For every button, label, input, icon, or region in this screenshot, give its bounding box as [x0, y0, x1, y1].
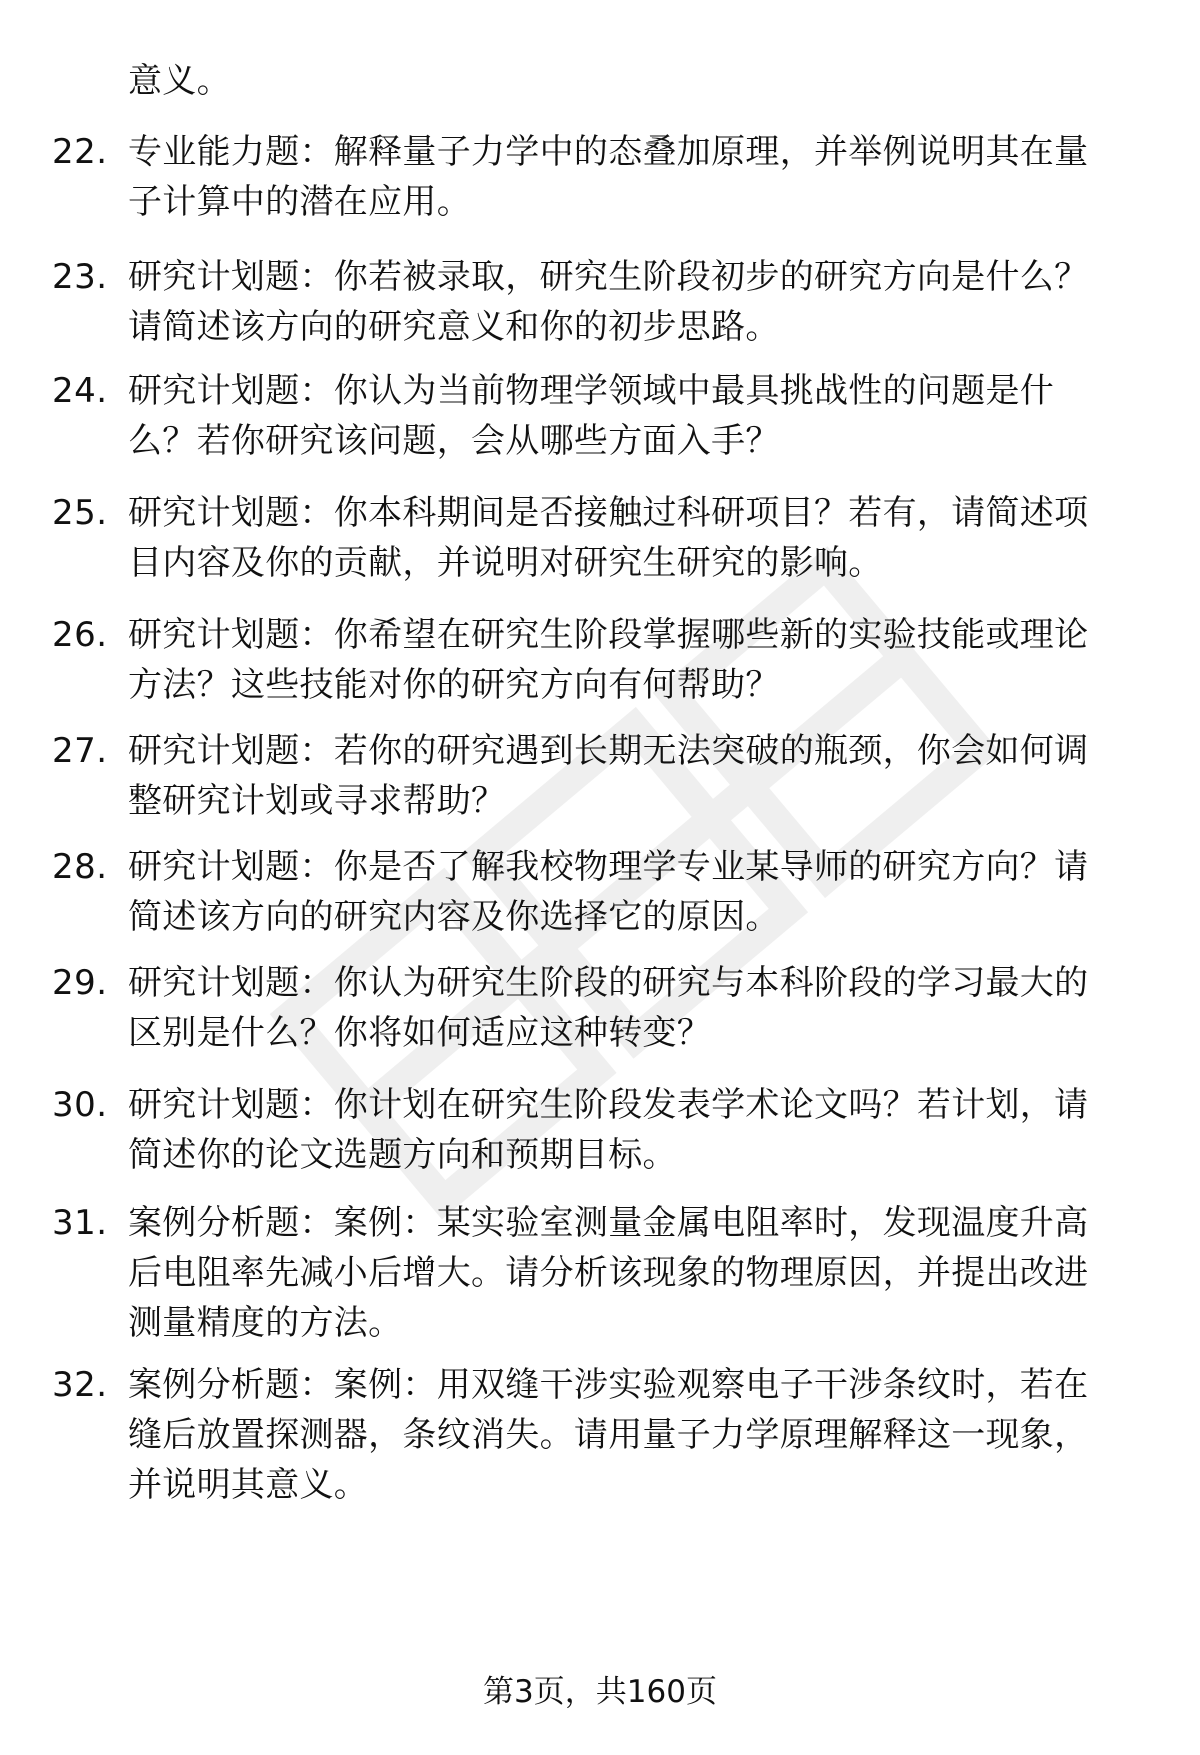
question-text-line: 区别是什么？你将如何适应这种转变？ [128, 1013, 712, 1053]
question-number: 22. [52, 132, 108, 172]
question-text-line: 目内容及你的贡献，并说明对研究生研究的影响。 [128, 543, 883, 583]
question-text-line: 研究计划题：你是否了解我校物理学专业某导师的研究方向？请 [128, 847, 1089, 887]
question-text-line: 子计算中的潜在应用。 [128, 182, 471, 222]
question-text-line: 请简述该方向的研究意义和你的初步思路。 [128, 307, 780, 347]
question-text [128, 958, 1148, 1058]
question-text [128, 1198, 1148, 1348]
question-number: 28. [52, 847, 108, 887]
question-text-line: 测量精度的方法。 [128, 1303, 403, 1343]
question-text-line: 么？若你研究该问题，会从哪些方面入手？ [128, 421, 780, 461]
question-number: 31. [52, 1203, 108, 1243]
question-text-line: 方法？这些技能对你的研究方向有何帮助？ [128, 665, 780, 705]
question-number: 27. [52, 731, 108, 771]
question-text [128, 1360, 1148, 1510]
question-number: 24. [52, 371, 108, 411]
question-text-line: 简述你的论文选题方向和预期目标。 [128, 1135, 677, 1175]
question-text-line: 案例分析题：案例：用双缝干涉实验观察电子干涉条纹时，若在 [128, 1365, 1089, 1405]
question-text [128, 127, 1148, 227]
question-number: 25. [52, 493, 108, 533]
question-text [128, 726, 1148, 826]
question-text-line: 研究计划题：你若被录取，研究生阶段初步的研究方向是什么？ [128, 257, 1089, 297]
question-text-line: 专业能力题：解释量子力学中的态叠加原理，并举例说明其在量 [128, 132, 1089, 172]
question-text-line: 研究计划题：若你的研究遇到长期无法突破的瓶颈，你会如何调 [128, 731, 1089, 771]
question-text [128, 1080, 1148, 1180]
question-text-line: 研究计划题：你本科期间是否接触过科研项目？若有，请简述项 [128, 493, 1089, 533]
question-text-line: 简述该方向的研究内容及你选择它的原因。 [128, 897, 780, 937]
question-number: 23. [52, 257, 108, 297]
page-footer: 第3页，共160页 [483, 1674, 717, 1710]
question-text-line: 缝后放置探测器，条纹消失。请用量子力学原理解释这一现象， [128, 1415, 1089, 1455]
question-text [128, 610, 1148, 710]
question-text-line: 研究计划题：你计划在研究生阶段发表学术论文吗？若计划，请 [128, 1085, 1089, 1125]
question-text [128, 366, 1148, 466]
question-text [128, 252, 1148, 352]
question-text-line: 研究计划题：你认为当前物理学领域中最具挑战性的问题是什 [128, 371, 1055, 411]
question-text-line: 整研究计划或寻求帮助？ [128, 781, 506, 821]
question-text-line: 并说明其意义。 [128, 1465, 369, 1505]
question-number: 30. [52, 1085, 108, 1125]
question-text-line: 研究计划题：你认为研究生阶段的研究与本科阶段的学习最大的 [128, 963, 1089, 1003]
question-number: 29. [52, 963, 108, 1003]
question-text-line: 研究计划题：你希望在研究生阶段掌握哪些新的实验技能或理论 [128, 615, 1089, 655]
question-text-line: 案例分析题：案例：某实验室测量金属电阻率时，发现温度升高 [128, 1203, 1089, 1243]
question-number: 26. [52, 615, 108, 655]
question-text-line: 后电阻率先减小后增大。请分析该现象的物理原因，并提出改进 [128, 1253, 1089, 1293]
continued-text: 意义。 [128, 61, 231, 101]
question-text [128, 488, 1148, 588]
question-number: 32. [52, 1365, 108, 1405]
question-text [128, 842, 1148, 942]
